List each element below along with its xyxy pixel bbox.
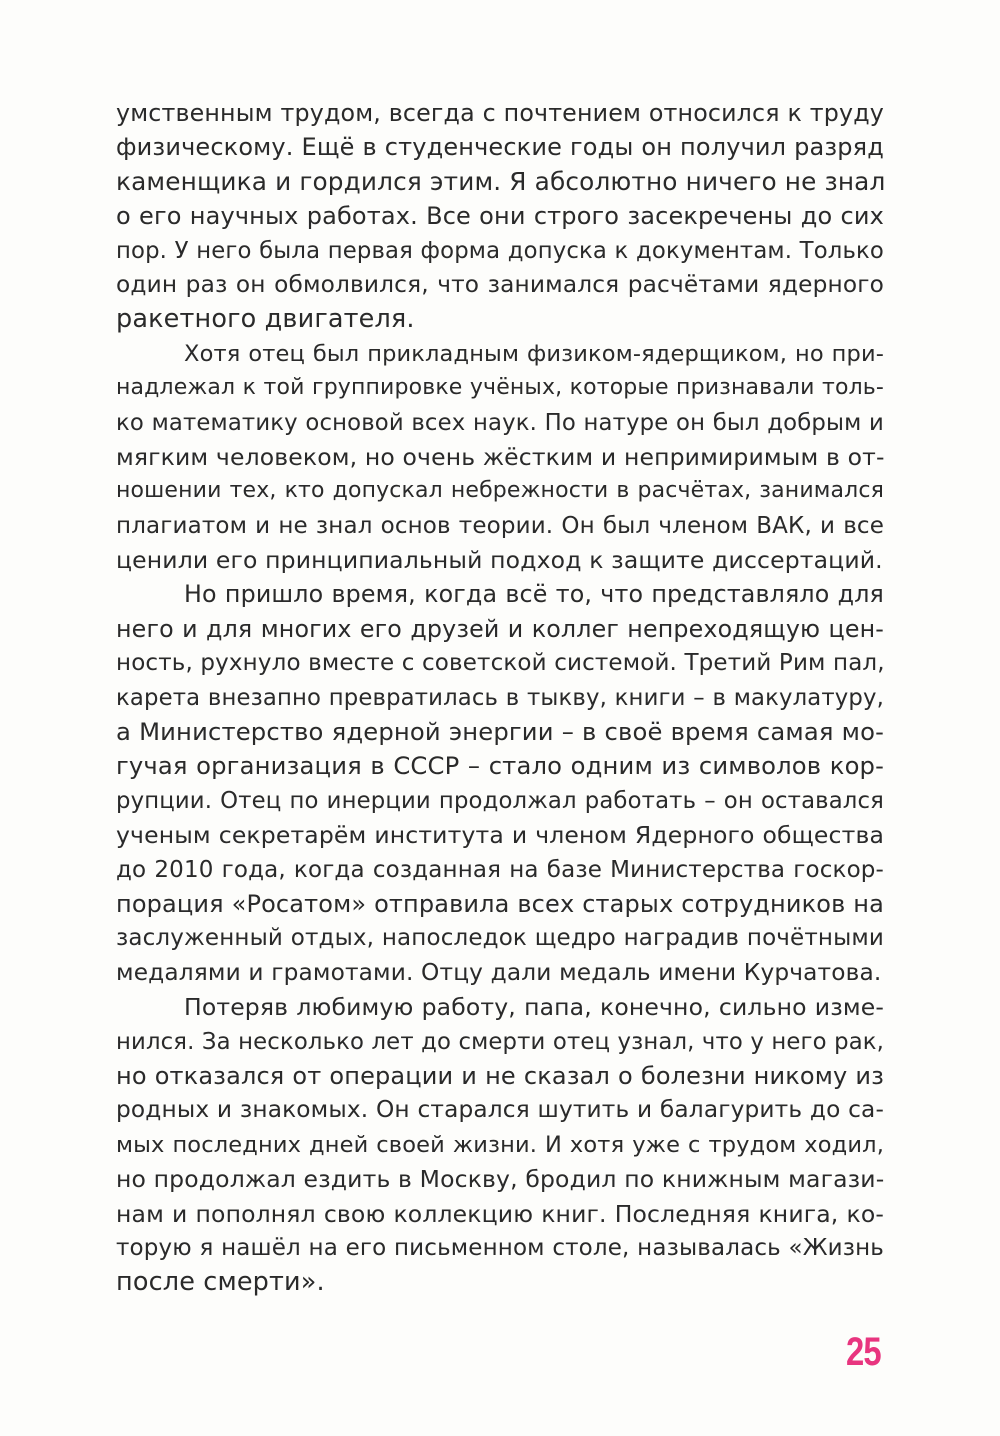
text-line: нам и пополнял свою коллекцию книг. Последняя книга, ко- [116, 1199, 884, 1228]
text-line: умственным трудом, всегда с почтением относился к труду [116, 99, 884, 127]
text-line: Хотя отец был прикладным физиком-ядерщиком, но при- [184, 340, 884, 367]
text-line: ценили его принципиальный подход к защите диссертаций. [116, 546, 883, 575]
text-line: до 2010 года, когда созданная на базе Министерства госкор- [116, 856, 884, 883]
text-line: нился. За несколько лет до смерти отец узнал, что у него рак, [116, 1028, 885, 1055]
text-line: надлежал к той группировке учёных, которые признавали толь- [116, 375, 884, 401]
text-line: ученым секретарём института и членом Ядерного общества [116, 821, 884, 850]
text-line: ко математику основой всех наук. По натуре он был добрым и [116, 409, 884, 436]
page-number: 25 [846, 1330, 881, 1374]
text-line: мых последних дней своей жизни. И хотя уже с трудом ходил, [116, 1131, 884, 1158]
text-line: заслуженный отдых, напоследок щедро наградив почётными [116, 925, 884, 952]
text-line: но отказался от операции и не сказал о болезни никому из [116, 1061, 884, 1090]
text-line: ность, рухнуло вместе с советской системой. Третий Рим пал, [116, 650, 885, 677]
text-line: физическому. Ещё в студенческие годы он получил разряд [116, 133, 884, 162]
text-line: ношении тех, кто допускал небрежности в расчётах, занимался [116, 478, 884, 504]
text-line: Потеряв любимую работу, папа, конечно, сильно изме- [184, 993, 884, 1022]
text-line: рупции. Отец по инерции продолжал работать – он оставался [116, 787, 884, 814]
text-line: Но пришло время, когда всё то, что представляло для [184, 580, 884, 609]
text-line: гучая организация в СССР – стало одним из символов кор- [116, 751, 884, 781]
text-line: мягким человеком, но очень жёстким и непримиримым в от- [116, 442, 885, 471]
text-line: родных и знакомых. Он старался шутить и балагурить до са- [116, 1096, 884, 1124]
text-line: каменщика и гордился этим. Я абсолютно ничего не знал [116, 166, 886, 196]
text-line: порация «Росатом» отправила всех старых сотрудников на [116, 889, 884, 918]
text-line: о его научных работах. Все они строго засекречены до сих [116, 202, 884, 231]
text-line: карета внезапно превратилась в тыкву, книги – в макулатуру, [116, 684, 884, 711]
text-line: а Министерство ядерной энергии – в своё время самая мо- [116, 717, 884, 747]
text-line: ракетного двигателя. [116, 304, 415, 335]
text-line: плагиатом и не знал основ теории. Он был членом ВАК, и все [116, 512, 884, 539]
text-line: него и для многих его друзей и коллег непреходящую цен- [116, 614, 884, 643]
text-line: медалями и грамотами. Отцу дали медаль имени Курчатова. [116, 958, 882, 986]
text-line: пор. У него была первая форма допуска к документам. Только [116, 237, 884, 264]
text-line: но продолжал ездить в Москву, бродил по книжным магази- [116, 1165, 885, 1194]
text-line: один раз он обмолвился, что занимался расчётами ядерного [116, 270, 884, 298]
body-text [116, 96, 884, 1300]
text-line: торую я нашёл на его письменном столе, называлась «Жизнь [116, 1234, 884, 1261]
text-line: после смерти». [116, 1267, 325, 1298]
